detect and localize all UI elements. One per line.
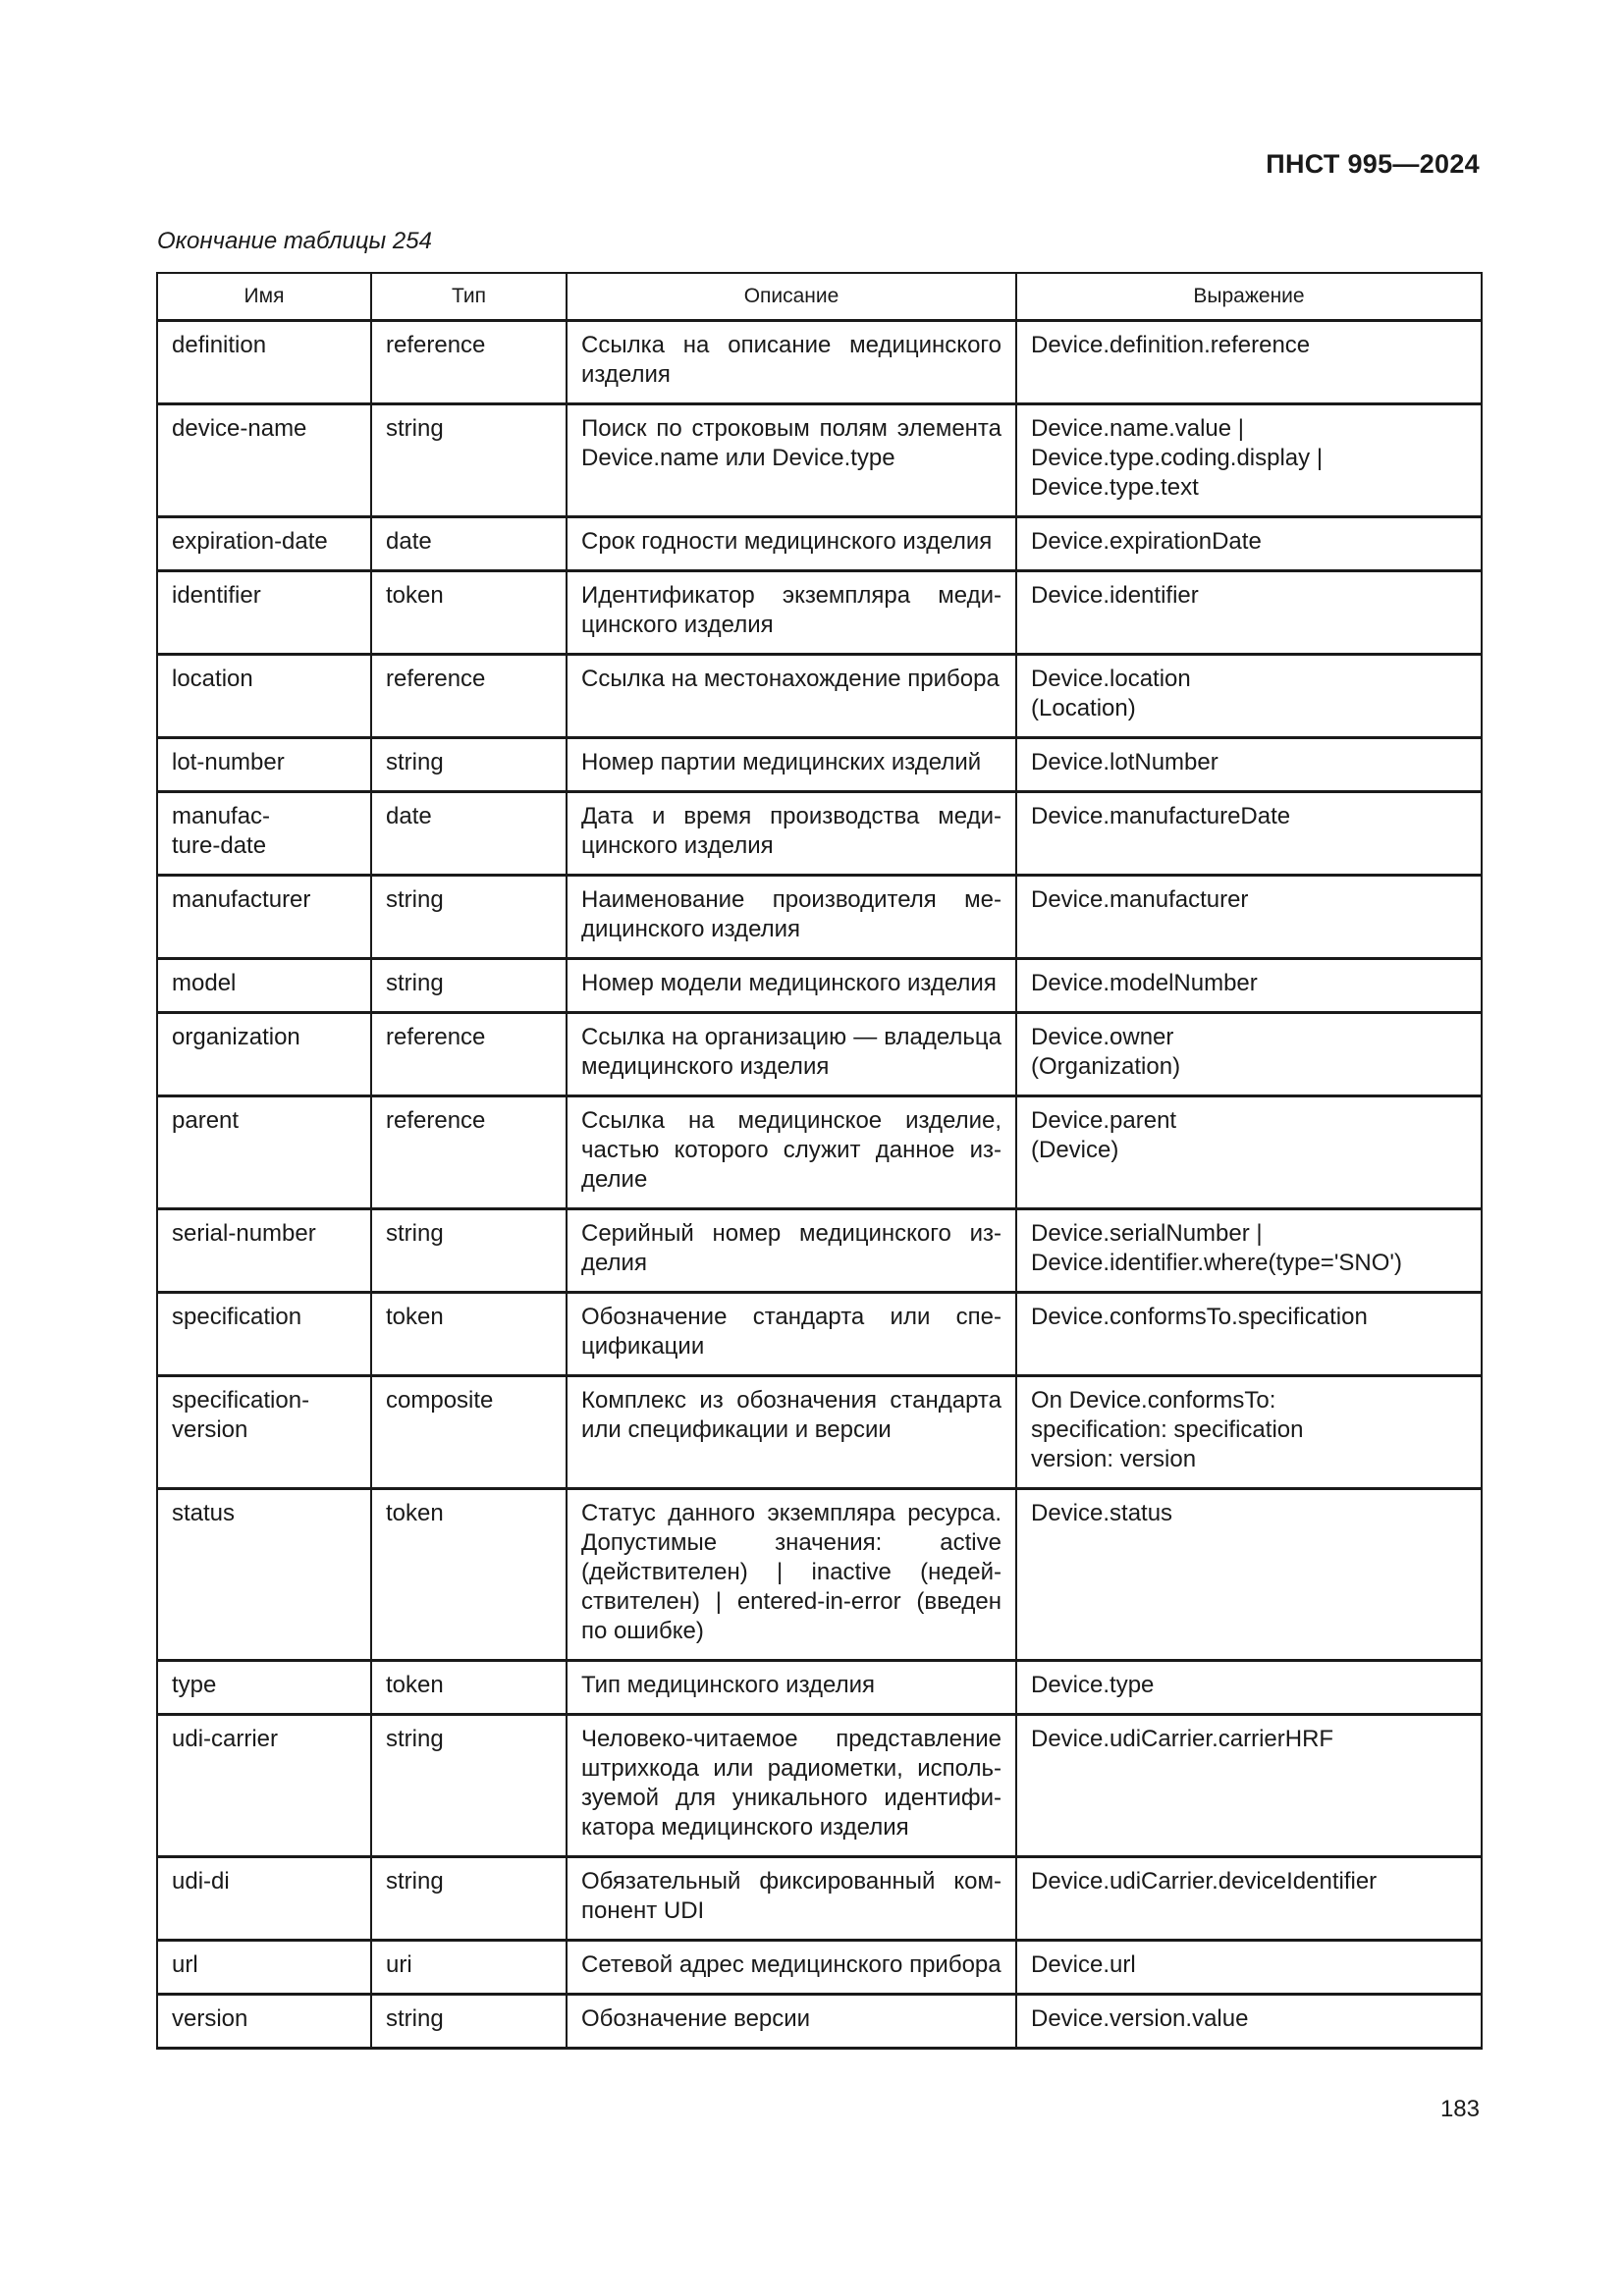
cell-description: Человеко-читаемое представление штрихкода или радиометки, используемой для уникального идентификатора медицинского изделия: [567, 1715, 1016, 1857]
table-row: [157, 1941, 1482, 1995]
cell-expression: Device.modelNumber: [1016, 959, 1482, 1013]
cell-description: Ссылка на описание медицинского изделия: [567, 321, 1016, 404]
cell-name: version: [157, 1995, 371, 2049]
cell-description: Ссылка на местонахождение прибора: [567, 655, 1016, 738]
table-row: [157, 1376, 1482, 1489]
cell-name: model: [157, 959, 371, 1013]
cell-description: Поиск по строковым полям элемента Device.name или Device.type: [567, 404, 1016, 517]
table-row: [157, 1489, 1482, 1661]
cell-type: string: [371, 1857, 567, 1941]
cell-expression: Device.status: [1016, 1489, 1482, 1661]
cell-expression: Device.type: [1016, 1661, 1482, 1715]
column-header-description: Описание: [567, 273, 1016, 321]
cell-name: location: [157, 655, 371, 738]
cell-type: string: [371, 1715, 567, 1857]
cell-name: udi-carrier: [157, 1715, 371, 1857]
cell-name: identifier: [157, 571, 371, 655]
cell-description: Сетевой адрес медицинского прибора: [567, 1941, 1016, 1995]
cell-type: uri: [371, 1941, 567, 1995]
cell-name: status: [157, 1489, 371, 1661]
table-row: [157, 959, 1482, 1013]
cell-type: token: [371, 571, 567, 655]
cell-description: Обозначение стандарта или спецификации: [567, 1293, 1016, 1376]
cell-expression: Device.manufacturer: [1016, 876, 1482, 959]
table-row: [157, 1013, 1482, 1096]
cell-type: reference: [371, 655, 567, 738]
search-parameters-table: [156, 272, 1483, 2050]
table-row: [157, 876, 1482, 959]
cell-expression: Device.lotNumber: [1016, 738, 1482, 792]
cell-description: Тип медицинского изделия: [567, 1661, 1016, 1715]
column-header-expression: Выражение: [1016, 273, 1482, 321]
cell-type: reference: [371, 1013, 567, 1096]
table-row: [157, 792, 1482, 876]
table-body: [157, 321, 1482, 2049]
cell-type: token: [371, 1293, 567, 1376]
table-caption: Окончание таблицы 254: [157, 228, 432, 254]
table-row: [157, 1661, 1482, 1715]
cell-name: device-name: [157, 404, 371, 517]
table-header-row: [157, 273, 1482, 321]
cell-type: reference: [371, 321, 567, 404]
cell-name: serial-number: [157, 1209, 371, 1293]
cell-type: date: [371, 517, 567, 571]
cell-description: Дата и время производства медицинского изделия: [567, 792, 1016, 876]
column-header-type: Тип: [371, 273, 567, 321]
cell-type: token: [371, 1661, 567, 1715]
cell-type: reference: [371, 1096, 567, 1209]
cell-expression: Device.definition.reference: [1016, 321, 1482, 404]
cell-type: string: [371, 1209, 567, 1293]
cell-description: Ссылка на организацию — владельца медицинского изделия: [567, 1013, 1016, 1096]
cell-description: Ссылка на медицинское изделие, частью которого служит данное изделие: [567, 1096, 1016, 1209]
table-row: [157, 655, 1482, 738]
cell-type: string: [371, 959, 567, 1013]
cell-type: string: [371, 876, 567, 959]
cell-description: Комплекс из обозначения стандарта или спецификации и версии: [567, 1376, 1016, 1489]
cell-expression: Device.udiCarrier.carrierHRF: [1016, 1715, 1482, 1857]
table-row: [157, 321, 1482, 404]
cell-expression: Device.url: [1016, 1941, 1482, 1995]
cell-name: organization: [157, 1013, 371, 1096]
cell-expression: Device.identifier: [1016, 571, 1482, 655]
cell-name: type: [157, 1661, 371, 1715]
cell-name: lot-number: [157, 738, 371, 792]
cell-name: udi-di: [157, 1857, 371, 1941]
cell-type: token: [371, 1489, 567, 1661]
table-row: [157, 1857, 1482, 1941]
table-row: [157, 1293, 1482, 1376]
cell-expression: Device.expirationDate: [1016, 517, 1482, 571]
table-row: [157, 1715, 1482, 1857]
cell-expression: Device.serialNumber | Device.identifier.where(type='SNO'): [1016, 1209, 1482, 1293]
cell-description: Наименование производителя медицинского изделия: [567, 876, 1016, 959]
table-row: [157, 1995, 1482, 2049]
cell-description: Срок годности медицинского изделия: [567, 517, 1016, 571]
cell-type: string: [371, 404, 567, 517]
page-number: 183: [1439, 2096, 1480, 2122]
cell-type: date: [371, 792, 567, 876]
cell-name: manufac- ture-date: [157, 792, 371, 876]
cell-description: Номер модели медицинского изделия: [567, 959, 1016, 1013]
cell-expression: On Device.conformsTo: specification: specification version: version: [1016, 1376, 1482, 1489]
column-header-name: Имя: [157, 273, 371, 321]
cell-name: manufacturer: [157, 876, 371, 959]
cell-name: expiration-date: [157, 517, 371, 571]
table-row: [157, 738, 1482, 792]
cell-description: Обязательный фиксированный компонент UDI: [567, 1857, 1016, 1941]
cell-description: Номер партии медицинских изделий: [567, 738, 1016, 792]
cell-expression: Device.parent (Device): [1016, 1096, 1482, 1209]
cell-description: Обозначение версии: [567, 1995, 1016, 2049]
cell-expression: Device.owner (Organization): [1016, 1013, 1482, 1096]
table-row: [157, 517, 1482, 571]
cell-type: string: [371, 1995, 567, 2049]
cell-expression: Device.location (Location): [1016, 655, 1482, 738]
cell-description: Серийный номер медицинского изделия: [567, 1209, 1016, 1293]
table-row: [157, 571, 1482, 655]
cell-name: specification- version: [157, 1376, 371, 1489]
document-code: ПНСТ 995—2024: [1266, 149, 1480, 179]
cell-name: url: [157, 1941, 371, 1995]
cell-name: parent: [157, 1096, 371, 1209]
cell-expression: Device.manufactureDate: [1016, 792, 1482, 876]
table-row: [157, 404, 1482, 517]
cell-description: Статус данного экземпляра ресурса. Допустимые значения: active (действителен) | inactive (недействителен) | entered-in-error (введен по ошибке): [567, 1489, 1016, 1661]
cell-name: definition: [157, 321, 371, 404]
cell-name: specification: [157, 1293, 371, 1376]
cell-type: string: [371, 738, 567, 792]
cell-expression: Device.version.value: [1016, 1995, 1482, 2049]
cell-expression: Device.name.value | Device.type.coding.display | Device.type.text: [1016, 404, 1482, 517]
cell-type: composite: [371, 1376, 567, 1489]
table-row: [157, 1209, 1482, 1293]
cell-expression: Device.conformsTo.specification: [1016, 1293, 1482, 1376]
cell-description: Идентификатор экземпляра медицинского изделия: [567, 571, 1016, 655]
cell-expression: Device.udiCarrier.deviceIdentifier: [1016, 1857, 1482, 1941]
table-row: [157, 1096, 1482, 1209]
